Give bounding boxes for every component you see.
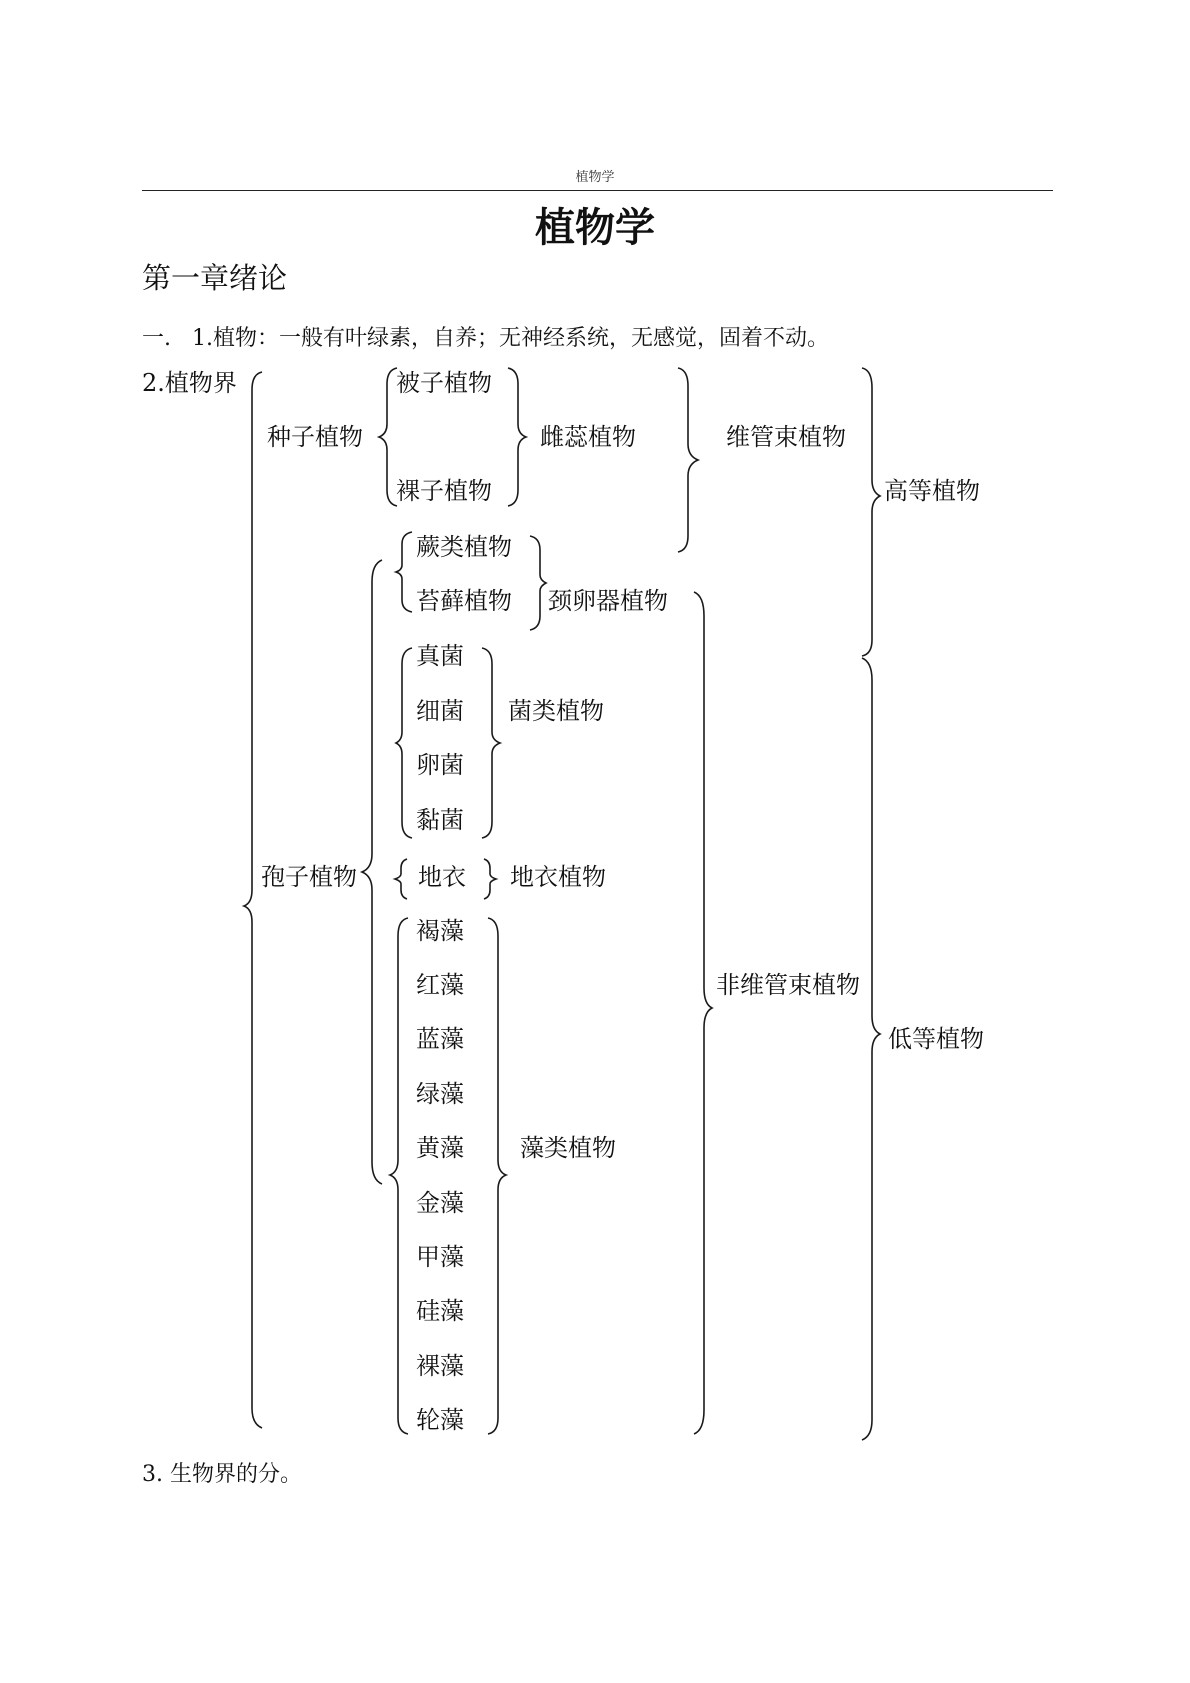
label-higher-plants: 高等植物	[884, 477, 980, 505]
label-spore-plants: 孢子植物	[261, 863, 357, 891]
brace-algae-group	[488, 918, 506, 1434]
running-header: 植物学	[575, 170, 615, 185]
label-fungus-3: 黏菌	[416, 806, 464, 834]
label-vascular-plants: 维管束植物	[726, 423, 846, 451]
label-algae-group: 藻类植物	[520, 1134, 616, 1162]
brace-algae-open	[390, 918, 408, 1434]
brace-fungi-open	[396, 648, 412, 838]
label-lower-plants: 低等植物	[888, 1025, 984, 1053]
label-fungus-2: 卵菌	[416, 751, 464, 779]
label-alga-0: 褐藻	[416, 917, 464, 945]
label-ferns: 蕨类植物	[416, 533, 512, 561]
label-fungus-0: 真菌	[416, 642, 464, 670]
label-pistil-plants: 雌蕊植物	[540, 423, 636, 451]
brace-vascular	[678, 368, 698, 552]
label-alga-5: 金藻	[416, 1189, 464, 1217]
label-alga-6: 甲藻	[416, 1243, 464, 1271]
page-title: 植物学	[535, 205, 655, 251]
label-fungi-group: 菌类植物	[508, 697, 604, 725]
section-3-paragraph: 3. 生物界的分。	[142, 1462, 302, 1487]
label-alga-8: 裸藻	[416, 1352, 464, 1380]
label-alga-7: 硅藻	[416, 1297, 464, 1325]
brace-higher	[862, 368, 880, 656]
brace-archegoniates	[530, 536, 546, 630]
label-archegoniates: 颈卵器植物	[548, 587, 668, 615]
brace-lower	[862, 658, 880, 1440]
label-plant-kingdom: 2.植物界	[142, 369, 237, 397]
brace-lichen-open	[395, 859, 407, 899]
label-mosses: 苔藓植物	[416, 587, 512, 615]
label-alga-4: 黄藻	[416, 1134, 464, 1162]
label-lichen-group: 地衣植物	[510, 863, 606, 891]
brace-seed-plants	[379, 368, 397, 506]
brace-fungi-group	[482, 648, 500, 838]
brace-pistil	[508, 368, 526, 506]
label-seed-plants: 种子植物	[267, 423, 363, 451]
label-gymnosperms: 裸子植物	[396, 477, 492, 505]
label-fungus-1: 细菌	[416, 697, 464, 725]
brace-lichen-group	[484, 859, 496, 899]
label-angiosperms: 被子植物	[396, 369, 492, 397]
brace-non-vascular	[694, 592, 712, 1434]
chapter-heading: 第一章绪论	[142, 261, 288, 295]
definition-paragraph: 一. 1.植物：一般有叶绿素，自养；无神经系统，无感觉，固着不动。	[142, 326, 829, 351]
brace-spore-plants	[362, 560, 382, 1184]
label-lichen: 地衣	[418, 863, 466, 891]
label-non-vascular: 非维管束植物	[716, 971, 860, 999]
label-alga-1: 红藻	[416, 971, 464, 999]
brace-plant-kingdom	[244, 372, 262, 1428]
label-alga-9: 轮藻	[416, 1406, 464, 1434]
label-alga-3: 绿藻	[416, 1080, 464, 1108]
label-alga-2: 蓝藻	[416, 1025, 464, 1053]
brace-ferns-mosses-open	[396, 532, 412, 612]
